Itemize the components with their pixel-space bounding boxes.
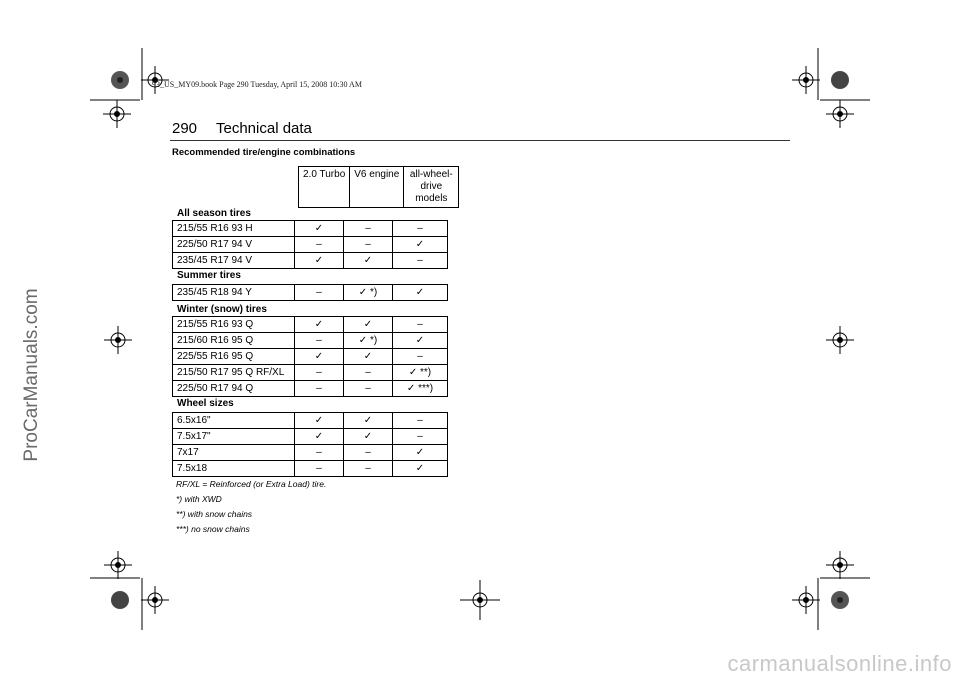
- awd-cell: –: [393, 413, 448, 429]
- column-headers: [298, 166, 459, 208]
- wheel-sizes-table: [172, 412, 448, 477]
- table-row: [173, 413, 448, 429]
- table-row: [173, 429, 448, 445]
- awd-cell: ✓ ***): [393, 381, 448, 397]
- footnote-rf-xl: RF/XL = Reinforced (or Extra Load) tire.: [176, 479, 327, 489]
- tire-size: 215/50 R17 95 Q RF/XL: [173, 365, 295, 381]
- v6-cell: ✓: [344, 349, 393, 365]
- awd-cell: ✓: [393, 445, 448, 461]
- group-label-summer: Summer tires: [177, 270, 241, 281]
- turbo-cell: –: [295, 285, 344, 301]
- awd-cell: –: [393, 349, 448, 365]
- winter-table: [172, 316, 448, 397]
- table-row: [173, 445, 448, 461]
- table-row: [173, 317, 448, 333]
- column-header-awd: all-wheel- drive models: [404, 167, 459, 208]
- v6-cell: –: [344, 221, 393, 237]
- footnote-xwd: *) with XWD: [176, 494, 222, 504]
- table-row: [173, 461, 448, 477]
- v6-cell: ✓: [344, 413, 393, 429]
- header-rule: [170, 140, 790, 141]
- v6-cell: ✓: [344, 429, 393, 445]
- v6-cell: ✓ *): [344, 285, 393, 301]
- v6-cell: –: [344, 461, 393, 477]
- page-number: 290: [172, 120, 198, 137]
- turbo-cell: –: [295, 333, 344, 349]
- group-label-wheel-sizes: Wheel sizes: [177, 398, 234, 409]
- tire-size: 225/55 R16 95 Q: [173, 349, 295, 365]
- awd-cell: –: [393, 429, 448, 445]
- awd-cell: ✓: [393, 237, 448, 253]
- wheel-size: 6.5x16": [173, 413, 295, 429]
- v6-cell: –: [344, 381, 393, 397]
- awd-cell: ✓: [393, 461, 448, 477]
- watermark-bottom: carmanualsonline.info: [727, 651, 952, 676]
- table-row: [173, 237, 448, 253]
- tire-size: 215/55 R16 93 Q: [173, 317, 295, 333]
- column-header-turbo: 2.0 Turbo: [299, 167, 350, 208]
- turbo-cell: ✓: [295, 253, 344, 269]
- turbo-cell: ✓: [295, 349, 344, 365]
- v6-cell: –: [344, 445, 393, 461]
- table-row: [173, 285, 448, 301]
- awd-cell: ✓: [393, 285, 448, 301]
- v6-cell: ✓ *): [344, 333, 393, 349]
- section-title: Technical data: [216, 120, 312, 137]
- turbo-cell: ✓: [295, 221, 344, 237]
- summer-table: [172, 284, 448, 301]
- turbo-cell: –: [295, 237, 344, 253]
- tire-size: 215/55 R16 93 H: [173, 221, 295, 237]
- awd-cell: ✓ **): [393, 365, 448, 381]
- v6-cell: –: [344, 237, 393, 253]
- wheel-size: 7.5x18: [173, 461, 295, 477]
- footnote-snow-chains: **) with snow chains: [176, 509, 253, 519]
- turbo-cell: ✓: [295, 317, 344, 333]
- v6-cell: ✓: [344, 317, 393, 333]
- column-header-v6: V6 engine: [350, 167, 404, 208]
- turbo-cell: –: [295, 381, 344, 397]
- table-row: [173, 349, 448, 365]
- group-label-all-season: All season tires: [177, 208, 251, 219]
- watermark-left: ProCarManuals.com: [21, 288, 42, 462]
- wheel-size: 7.5x17": [173, 429, 295, 445]
- tire-size: 235/45 R17 94 V: [173, 253, 295, 269]
- tire-size: 235/45 R18 94 Y: [173, 285, 295, 301]
- tire-size: 215/60 R16 95 Q: [173, 333, 295, 349]
- turbo-cell: –: [295, 461, 344, 477]
- tire-size: 225/50 R17 94 Q: [173, 381, 295, 397]
- turbo-cell: ✓: [295, 429, 344, 445]
- awd-cell: ✓: [393, 333, 448, 349]
- all-season-table: [172, 220, 448, 269]
- book-info-line: 93_US_MY09.book Page 290 Tuesday, April 15, 2008 10:30 AM: [152, 80, 362, 89]
- footnote-no-snow-chains: ***) no snow chains: [176, 524, 250, 534]
- table-row: [173, 221, 448, 237]
- table-row: [173, 333, 448, 349]
- table-row: [173, 253, 448, 269]
- awd-cell: –: [393, 221, 448, 237]
- turbo-cell: ✓: [295, 413, 344, 429]
- table-row: [173, 381, 448, 397]
- v6-cell: ✓: [344, 253, 393, 269]
- table-heading: Recommended tire/engine combinations: [172, 147, 356, 158]
- v6-cell: –: [344, 365, 393, 381]
- tire-size: 225/50 R17 94 V: [173, 237, 295, 253]
- turbo-cell: –: [295, 365, 344, 381]
- group-label-winter: Winter (snow) tires: [177, 304, 267, 315]
- awd-cell: –: [393, 253, 448, 269]
- wheel-size: 7x17: [173, 445, 295, 461]
- awd-cell: –: [393, 317, 448, 333]
- turbo-cell: –: [295, 445, 344, 461]
- table-row: [173, 365, 448, 381]
